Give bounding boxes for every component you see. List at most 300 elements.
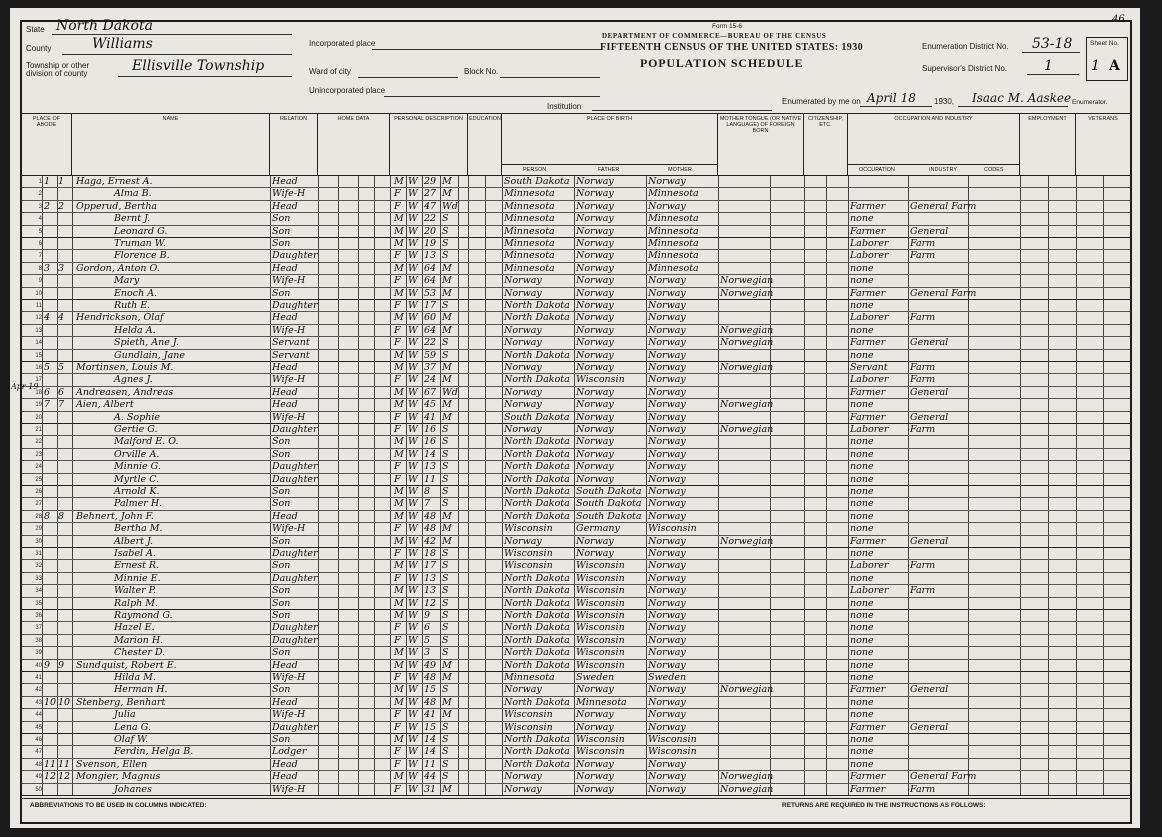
cell-pob: South Dakota [504, 176, 570, 187]
cell-rel: Son [272, 436, 291, 448]
cell-rel: Son [272, 448, 291, 460]
cell-name: Isabel A. [114, 548, 156, 559]
cell-pob: Wisconsin [504, 721, 553, 733]
cell-sex: M [394, 684, 404, 696]
cell-occ: none [850, 510, 874, 522]
cell-occ: none [850, 572, 874, 584]
cell-mo: Norway [648, 287, 686, 299]
cell-age: 48 [424, 510, 437, 522]
cell-pob: North Dakota [504, 312, 570, 324]
cell-pob: Norway [504, 324, 542, 336]
cell-occ: none [850, 622, 874, 634]
cell-ms: S [442, 647, 449, 659]
cell-ms: Wd [442, 200, 458, 212]
cell-occ: Farmer [850, 783, 886, 795]
cell-name: Palmer H. [114, 498, 163, 510]
cell-mo: Norway [648, 585, 686, 597]
cell-sex: M [394, 771, 404, 783]
cell-pob: Norway [504, 771, 542, 783]
cell-mo: Minnesota [648, 238, 699, 249]
cell-sex: F [394, 622, 401, 634]
cell-ms: S [442, 486, 449, 497]
subcol-person: PERSON [523, 167, 547, 173]
cell-ms: S [442, 572, 449, 584]
cell-sex: F [394, 548, 401, 559]
cell-sex: F [394, 424, 401, 435]
col-occupation: OCCUPATION AND INDUSTRY OCCUPATION INDUSTRY CODES [848, 114, 1020, 176]
cell-ind: Farm [910, 250, 936, 262]
cell-age: 49 [424, 659, 437, 671]
cell-sex: F [394, 672, 401, 683]
cell-occ: none [850, 498, 874, 510]
line-number: 27 [35, 501, 42, 508]
line-number: 41 [35, 675, 42, 681]
cell-occ: none [850, 324, 874, 336]
cell-fam: 7 [58, 399, 65, 411]
cell-tongue: Norwegian [720, 783, 774, 795]
cell-pob: North Dakota [504, 622, 570, 634]
cell-rel: Servant [272, 349, 310, 361]
cell-race: W [408, 275, 418, 287]
col-home-data: HOME DATA [318, 114, 390, 176]
cell-rel: Daughter [272, 461, 318, 473]
cell-rel: Daughter [272, 473, 318, 485]
subcol-industry: INDUSTRY [929, 167, 958, 173]
cell-ms: S [442, 585, 449, 597]
cell-age: 48 [424, 523, 437, 535]
cell-name: Spieth, Ane J. [114, 337, 179, 349]
col-name: NAME [72, 114, 270, 176]
cell-age: 27 [424, 188, 437, 200]
cell-mo: Norway [648, 349, 686, 361]
cell-rel: Son [272, 486, 291, 497]
cell-rel: Son [272, 734, 291, 745]
cell-pob: North Dakota [504, 349, 570, 361]
cell-occ: none [850, 275, 874, 287]
cell-race: W [408, 696, 418, 708]
cell-rel: Head [272, 386, 298, 398]
cell-name: Herman H. [114, 684, 168, 696]
cell-ind: Farm [910, 312, 936, 324]
cell-race: W [408, 238, 418, 249]
cell-ind: Farm [910, 374, 936, 386]
cell-race: W [408, 560, 418, 572]
cell-rel: Head [272, 362, 298, 373]
cell-pob: Minnesota [504, 225, 555, 237]
cell-ms: M [442, 275, 452, 287]
cell-fa: Wisconsin [576, 634, 625, 646]
cell-race: W [408, 312, 418, 324]
cell-age: 14 [424, 734, 437, 745]
cell-mo: Wisconsin [648, 734, 697, 745]
cell-age: 48 [424, 672, 437, 683]
cell-occ: Laborer [850, 424, 889, 435]
line-number: 38 [35, 637, 42, 644]
cell-ms: S [442, 436, 449, 448]
line-number: 48 [35, 761, 42, 768]
cell-fa: Norway [576, 684, 614, 696]
cell-race: W [408, 634, 418, 646]
cell-sex: F [394, 200, 401, 212]
cell-fa: Norway [576, 262, 614, 274]
cell-rel: Head [272, 696, 298, 708]
cell-pob: North Dakota [504, 486, 570, 497]
cell-fa: Norway [576, 362, 614, 373]
cell-ms: S [442, 473, 449, 485]
cell-name: Hilda M. [114, 672, 156, 683]
cell-pob: Minnesota [504, 250, 555, 262]
col-veterans: VETERANS [1076, 114, 1130, 176]
cell-mo: Norway [648, 709, 686, 721]
cell-name: Lena G. [114, 721, 152, 733]
cell-rel: Son [272, 225, 291, 237]
cell-dw: 5 [44, 362, 51, 373]
state-value: North Dakota [56, 18, 153, 34]
cell-occ: none [850, 213, 874, 225]
cell-tongue: Norwegian [720, 362, 774, 373]
cell-sex: M [394, 287, 404, 299]
line-number: 3 [38, 203, 42, 210]
cell-fam: 10 [58, 696, 71, 708]
cell-age: 67 [424, 386, 437, 398]
cell-fa: Norway [576, 448, 614, 460]
cell-fam: 6 [58, 386, 65, 398]
cell-occ: none [850, 672, 874, 683]
cell-dw: 7 [44, 399, 51, 411]
cell-name: Raymond G. [114, 610, 173, 621]
cell-sex: F [394, 275, 401, 287]
cell-dw: 11 [44, 758, 57, 770]
cell-age: 20 [424, 225, 437, 237]
subcol-mother: MOTHER [668, 167, 692, 173]
sheet-number: 1 [1091, 58, 1100, 74]
cell-sex: F [394, 473, 401, 485]
cell-dw: 3 [44, 262, 51, 274]
cell-rel: Daughter [272, 634, 318, 646]
cell-sex: F [394, 250, 401, 262]
cell-occ: Farmer [850, 411, 886, 423]
cell-mo: Norway [648, 386, 686, 398]
cell-ms: M [442, 696, 452, 708]
cell-rel: Son [272, 535, 291, 547]
line-number: 49 [35, 774, 42, 781]
cell-fa: Norway [576, 783, 614, 795]
enumerator-label: Enumerator. [1072, 99, 1108, 106]
cell-race: W [408, 585, 418, 597]
cell-pob: North Dakota [504, 300, 570, 311]
cell-fa: Wisconsin [576, 622, 625, 634]
cell-dw: 2 [44, 200, 51, 212]
institution-label: Institution [547, 102, 582, 111]
line-number: 46 [35, 737, 42, 743]
cell-age: 59 [424, 349, 437, 361]
cell-name: Gundlain, Jane [114, 349, 186, 361]
cell-rel: Head [272, 771, 298, 783]
cell-name: Agnes J. [114, 374, 153, 386]
cell-fa: Norway [576, 411, 614, 423]
cell-rel: Head [272, 510, 298, 522]
cell-ind: General [910, 411, 949, 423]
cell-name: Svenson, Ellen [76, 758, 148, 770]
cell-mo: Norway [648, 647, 686, 659]
cell-occ: none [850, 448, 874, 460]
cell-fam: 9 [58, 659, 65, 671]
line-number: 35 [35, 600, 42, 607]
cell-rel: Daughter [272, 622, 318, 634]
cell-ms: S [442, 758, 449, 770]
cell-name: Sundquist, Robert E. [76, 659, 177, 671]
cell-rel: Wife-H [272, 324, 306, 336]
cell-age: 22 [424, 213, 437, 225]
cell-occ: Farmer [850, 771, 886, 783]
enum-district-label: Enumeration District No. [922, 42, 1009, 51]
cell-sex: M [394, 362, 404, 373]
cell-pob: Norway [504, 684, 542, 696]
cell-rel: Son [272, 498, 291, 510]
cell-mo: Norway [648, 548, 686, 559]
cell-ms: S [442, 597, 449, 609]
line-number: 45 [35, 724, 42, 731]
cell-age: 22 [424, 337, 437, 349]
cell-mo: Norway [648, 684, 686, 696]
cell-fa: Norway [576, 709, 614, 721]
cell-sex: M [394, 225, 404, 237]
census-title: FIFTEENTH CENSUS OF THE UNITED STATES: 1930 [600, 42, 863, 53]
cell-pob: Norway [504, 424, 542, 435]
cell-age: 37 [424, 362, 437, 373]
cell-rel: Daughter [272, 548, 318, 559]
cell-race: W [408, 709, 418, 721]
cell-rel: Wife-H [272, 411, 306, 423]
cell-sex: F [394, 300, 401, 311]
cell-rel: Head [272, 758, 298, 770]
cell-sex: F [394, 411, 401, 423]
cell-ms: S [442, 337, 449, 349]
cell-rel: Son [272, 560, 291, 572]
cell-fa: Wisconsin [576, 659, 625, 671]
cell-race: W [408, 250, 418, 262]
cell-fa: Wisconsin [576, 572, 625, 584]
cell-rel: Head [272, 399, 298, 411]
cell-ms: M [442, 672, 452, 683]
cell-pob: Minnesota [504, 213, 555, 225]
cell-fa: South Dakota [576, 486, 642, 497]
subcol-occupation: OCCUPATION [859, 167, 895, 173]
cell-rel: Head [272, 200, 298, 212]
cell-occ: Laborer [850, 312, 889, 324]
cell-pob: North Dakota [504, 659, 570, 671]
cell-fam: 5 [58, 362, 65, 373]
cell-age: 11 [424, 473, 437, 485]
cell-age: 18 [424, 548, 437, 559]
line-number: 25 [35, 476, 42, 483]
census-frame [20, 14, 1132, 824]
cell-race: W [408, 535, 418, 547]
cell-ms: M [442, 176, 452, 187]
cell-fa: Norway [576, 275, 614, 287]
cell-occ: none [850, 473, 874, 485]
cell-sex: M [394, 585, 404, 597]
cell-age: 45 [424, 399, 437, 411]
cell-race: W [408, 498, 418, 510]
cell-occ: Farmer [850, 684, 886, 696]
line-number: 16 [35, 365, 42, 371]
cell-mo: Norway [648, 721, 686, 733]
cell-pob: North Dakota [504, 758, 570, 770]
cell-occ: Farmer [850, 287, 886, 299]
cell-rel: Head [272, 659, 298, 671]
cell-sex: M [394, 238, 404, 249]
cell-rel: Wife-H [272, 188, 306, 200]
cell-pob: North Dakota [504, 734, 570, 745]
cell-sex: F [394, 758, 401, 770]
cell-fa: Norway [576, 461, 614, 473]
cell-name: Ruth E. [114, 300, 151, 311]
cell-ms: S [442, 771, 449, 783]
cell-tongue: Norwegian [720, 535, 774, 547]
cell-race: W [408, 610, 418, 621]
cell-fa: Minnesota [576, 696, 627, 708]
cell-race: W [408, 572, 418, 584]
cell-ms: S [442, 238, 449, 249]
cell-ind: General [910, 386, 949, 398]
line-number: 40 [35, 662, 42, 669]
cell-race: W [408, 461, 418, 473]
cell-sex: M [394, 734, 404, 745]
cell-fam: 11 [58, 758, 71, 770]
cell-name: Orville A. [114, 448, 160, 460]
cell-mo: Minnesota [648, 188, 699, 200]
cell-ms: S [442, 250, 449, 262]
cell-name: Mortinsen, Louis M. [76, 362, 174, 373]
cell-pob: North Dakota [504, 572, 570, 584]
cell-occ: Servant [850, 362, 888, 373]
cell-mo: Minnesota [648, 250, 699, 262]
cell-age: 16 [424, 436, 437, 448]
cell-fa: Norway [576, 213, 614, 225]
returns-note: RETURNS ARE REQUIRED IN THE INSTRUCTIONS AS FOLLOWS: [782, 802, 986, 809]
line-number: 12 [35, 315, 42, 322]
cell-fa: Norway [576, 238, 614, 249]
cell-mo: Norway [648, 696, 686, 708]
line-number: 30 [35, 538, 42, 545]
cell-race: W [408, 783, 418, 795]
cell-mo: Norway [648, 300, 686, 311]
cell-name: Haga, Ernest A. [76, 176, 153, 187]
col-place-of-abode: PLACE OF ABODE [22, 114, 72, 176]
cell-ind: General [910, 684, 949, 696]
line-number: 22 [35, 439, 42, 446]
cell-pob: Norway [504, 535, 542, 547]
cell-occ: none [850, 610, 874, 621]
cell-name: Mongier, Magnus [76, 771, 161, 783]
cell-mo: Norway [648, 337, 686, 349]
cell-rel: Head [272, 312, 298, 324]
cell-rel: Daughter [272, 300, 318, 311]
col-place-of-birth: PLACE OF BIRTH PERSON FATHER MOTHER [502, 114, 718, 176]
cell-race: W [408, 188, 418, 200]
cell-mo: Norway [648, 634, 686, 646]
cell-ms: M [442, 262, 452, 274]
cell-pob: North Dakota [504, 461, 570, 473]
cell-fa: Wisconsin [576, 374, 625, 386]
cell-age: 64 [424, 262, 437, 274]
line-number: 31 [35, 551, 42, 557]
line-number: 42 [35, 687, 42, 694]
cell-ms: S [442, 560, 449, 572]
cell-ms: S [442, 213, 449, 225]
cell-sex: M [394, 597, 404, 609]
enum-district-value: 53-18 [1032, 36, 1073, 52]
township-value: Ellisville Township [132, 58, 265, 74]
cell-name: Hendrickson, Olaf [76, 312, 164, 324]
cell-pob: North Dakota [504, 696, 570, 708]
cell-sex: F [394, 324, 401, 336]
footer [22, 798, 1130, 823]
cell-fa: Norway [576, 535, 614, 547]
cell-race: W [408, 374, 418, 386]
cell-fa: Norway [576, 771, 614, 783]
township-label: Township or other division of county [26, 61, 90, 78]
line-number: 37 [35, 625, 42, 632]
cell-name: Olaf W. [114, 734, 149, 745]
cell-mo: Norway [648, 572, 686, 584]
cell-name: Gertie G. [114, 424, 158, 435]
cell-ind: Farm [910, 585, 936, 597]
cell-ms: S [442, 225, 449, 237]
cell-pob: Norway [504, 399, 542, 411]
cell-mo: Minnesota [648, 213, 699, 225]
corner-mark: 46 [1112, 14, 1125, 25]
cell-ms: S [442, 349, 449, 361]
cell-rel: Wife-H [272, 672, 306, 683]
cell-name: Albert J. [114, 535, 154, 547]
cell-race: W [408, 349, 418, 361]
cell-fa: Norway [576, 424, 614, 435]
cell-fa: Wisconsin [576, 560, 625, 572]
cell-age: 7 [424, 498, 431, 510]
cell-sex: F [394, 634, 401, 646]
cell-sex: F [394, 461, 401, 473]
cell-race: W [408, 721, 418, 733]
cell-tongue: Norwegian [720, 337, 774, 349]
cell-mo: Norway [648, 622, 686, 634]
department-title: DEPARTMENT OF COMMERCE—BUREAU OF THE CENSUS [602, 32, 827, 40]
cell-name: Minnie G. [114, 461, 161, 473]
cell-fa: Norway [576, 386, 614, 398]
cell-occ: none [850, 734, 874, 745]
line-number: 23 [35, 451, 42, 458]
cell-fa: Norway [576, 225, 614, 237]
cell-ms: S [442, 634, 449, 646]
cell-occ: none [850, 399, 874, 411]
cell-sex: M [394, 486, 404, 497]
cell-race: W [408, 324, 418, 336]
cell-race: W [408, 225, 418, 237]
cell-pob: Minnesota [504, 672, 555, 683]
cell-occ: none [850, 758, 874, 770]
cell-race: W [408, 622, 418, 634]
line-number: 17 [35, 377, 42, 384]
cell-age: 13 [424, 250, 437, 262]
line-number: 21 [35, 427, 42, 433]
cell-sex: M [394, 535, 404, 547]
cell-rel: Wife-H [272, 523, 306, 535]
cell-age: 60 [424, 312, 437, 324]
cell-pob: Norway [504, 783, 542, 795]
cell-name: Julia [114, 709, 136, 721]
cell-sex: M [394, 399, 404, 411]
